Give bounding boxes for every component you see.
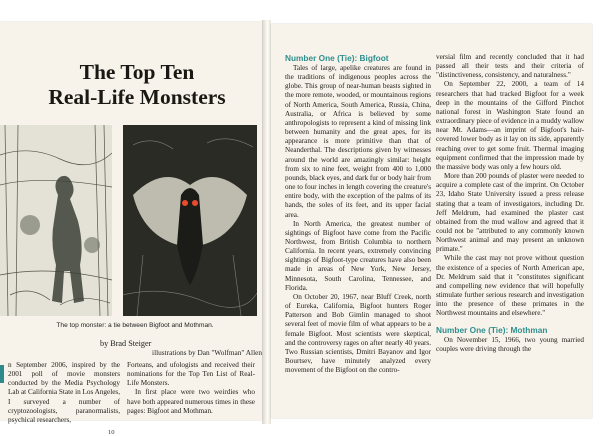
page-gutter bbox=[262, 20, 271, 424]
right-page bbox=[271, 24, 592, 418]
intro-paragraph-continued: Forteans, and ufologists and received their nominations for the Top Ten List of Real-Life Monsters. bbox=[127, 361, 255, 388]
intro-column-1 bbox=[8, 361, 120, 425]
bigfoot-paragraph-2: In North America, the greatest number of sightings of Bigfoot have come from the Pacific Northwest, from British Columbia to northern California. In recent years, extremely convincing sightings of Bigfoot-type creatures have also been made in areas of New York, New Jersey, Minnesota, South Carolina, Tennessee, and Florida. bbox=[285, 219, 431, 292]
drop-cap-bar bbox=[0, 365, 4, 383]
right-column-2 bbox=[436, 53, 584, 354]
intro-paragraph-2: In first place were two weirdies who have both appeared numerous times in these pages: Bigfoot and Mothman. bbox=[127, 388, 255, 415]
mothman-illustration bbox=[123, 125, 257, 316]
intro-column-2 bbox=[127, 361, 255, 416]
bigfoot-paragraph-1: Tales of large, apelike creatures are found in the traditions of indigenous peoples across the globe. This group of near-human beasts sighted in the more remote, wooded, or mountainous regions of North America, South America, Russia, China, Australia, or Africa is believed by some anthropologists to represent a kind of missing link between humanity and the great apes, for its appearance is more primitive than that of Neanderthal. The descriptions given by witnesses around the world are amazingly similar: height from six to nine feet, weight from 400 to 1,000 pounds, black eyes, and dark fur or body hair from one to four inches in length covering the creature's entire body, with the exception of the palms of its hands, the soles of its feet, and its upper facial area. bbox=[285, 64, 431, 219]
author-byline: by Brad Steiger bbox=[100, 339, 152, 348]
illustration-credit: illustrations by Dan "Wolfman" Allen bbox=[152, 348, 262, 357]
bigfoot-paragraph-5: More than 200 pounds of plaster were needed to acquire a complete cast of the imprint. On October 23, Idaho State University issued a press release stating that a team of investigators, including Dr. Jeff Meldrum, had examined the plaster cast obtained from the mud wallow and agreed that it could not be "attributed to any commonly known Northwest animal and may present an unknown primate." bbox=[436, 172, 584, 254]
bigfoot-paragraph-continued: versial film and recently concluded that it had passed all their tests and their criteria of "distinctiveness, consistency, and naturalness." bbox=[436, 53, 584, 80]
bigfoot-paragraph-4: On September 22, 2000, a team of 14 researchers that had tracked Bigfoot for a week deep in the mountains of the Gifford Pinchot national forest in Washington State found an extraordinary piece of evidence in a muddy wallow near Mt. Adams—an imprint of Bigfoot's hair-covered lower body as it lay on its side, apparently reaching over to get some fruit. Thermal imaging equipment confirmed that the impression made by the massive body was only a few hours old. bbox=[436, 80, 584, 171]
title-line-1: The Top Ten bbox=[79, 60, 195, 84]
bigfoot-paragraph-3: On October 20, 1967, near Bluff Creek, north of Eureka, California, Bigfoot hunters Roger Patterson and Bob Gimlin managed to shoot several feet of movie film of what appears to be a female Bigfoot. Most scientists were skeptical, and the controversy rages on after nearly 40 years. Two Russian scientists, Dmitri Bayanov and Igor Bourtsev, have minutely analyzed every movement of the Bigfoot on the contro- bbox=[285, 292, 431, 375]
bigfoot-illustration bbox=[0, 125, 112, 316]
image-caption: The top monster: a tie between Bigfoot and Mothman. bbox=[56, 322, 214, 329]
section-heading-bigfoot: Number One (Tie): Bigfoot bbox=[285, 53, 389, 63]
article-title bbox=[14, 60, 260, 110]
title-line-2: Real-Life Monsters bbox=[48, 85, 226, 109]
mothman-paragraph-1: On November 15, 1966, two young married couples were driving through the bbox=[436, 335, 584, 353]
right-column-1 bbox=[285, 53, 431, 375]
bigfoot-paragraph-6: While the cast may not prove without question the existence of a species of North American ape, Dr. Meldrum said that it "constitutes significant and compelling new evidence that will hopefully stimulate further serious research and investigation into the presence of these primates in the Northwest mountains and elsewhere." bbox=[436, 254, 584, 318]
left-page bbox=[0, 22, 262, 436]
page-number: 10 bbox=[108, 429, 115, 436]
section-heading-mothman: Number One (Tie): Mothman bbox=[436, 324, 548, 335]
intro-paragraph: n September 2006, inspired by the 2001 poll of movie monsters conducted by the Media Psychology Lab at California State in Los Angeles, I surveyed a number of cryptozoologists, paranormalists, psychical researchers, bbox=[8, 361, 120, 424]
